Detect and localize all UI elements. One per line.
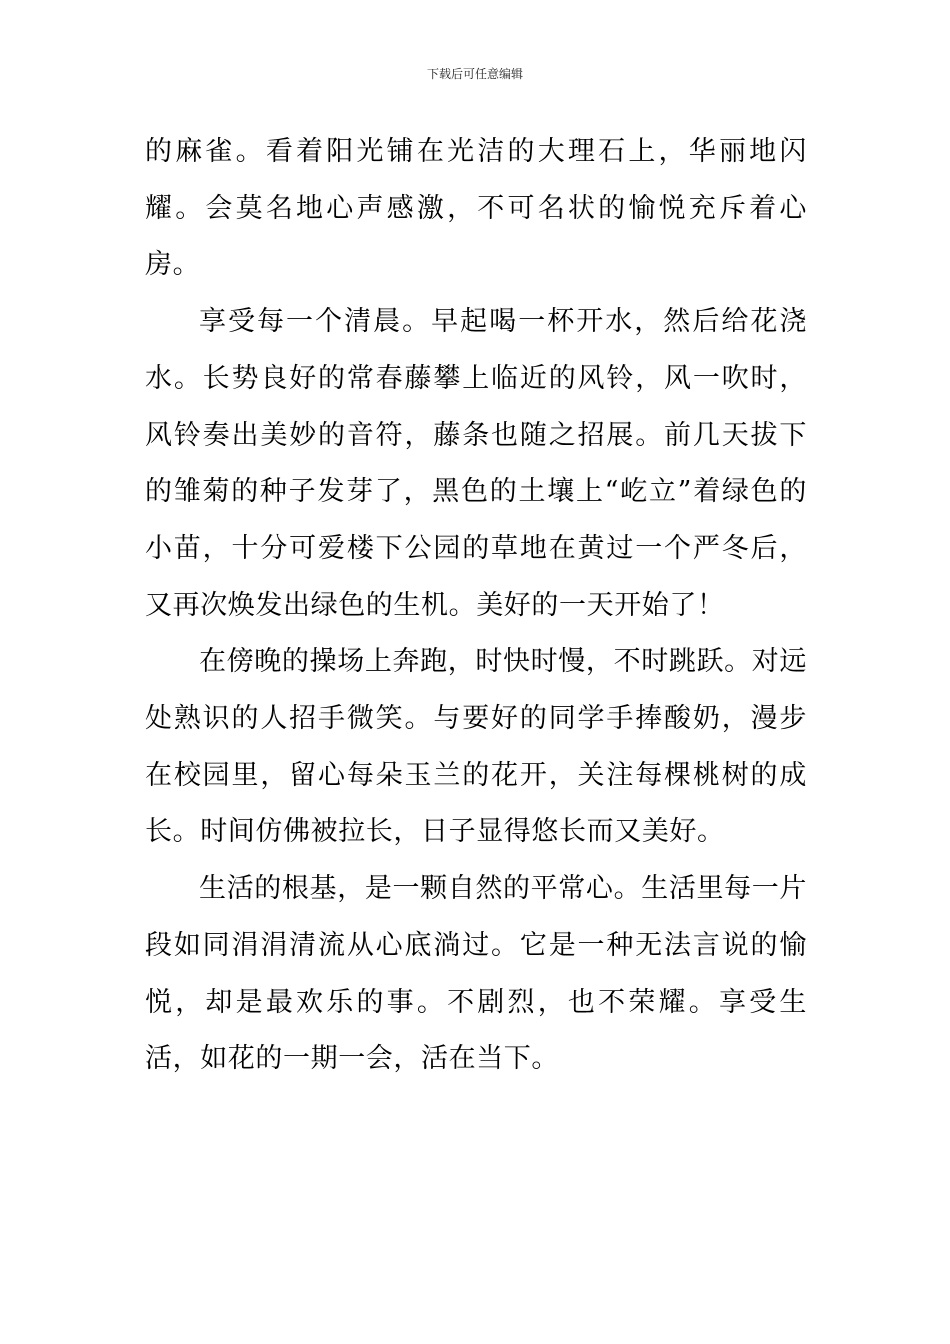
page-header-note: 下载后可任意编辑 — [426, 67, 523, 81]
paragraph-3: 在傍晚的操场上奔跑，时快时慢，不时跳跃。对远处熟识的人招手微笑。与要好的同学手捧酸奶，漫步在校园里，留心每朵玉兰的花开，关注每棵桃树的成长。时间仿佛被拉长，日子显得悠长而又美好。 — [145, 646, 807, 848]
paragraph-2: 享受每一个清晨。早起喝一杯开水，然后给花浇水。长势良好的常春藤攀上临近的风铃，风一吹时，风铃奏出美妙的音符，藤条也随之招展。前几天拔下的雏菊的种子发芽了，黑色的土壤上“屹立”着绿色的小苗，十分可爱楼下公园的草地在黄过一个严冬后，又再次焕发出绿色的生机。美好的一天开始了！ — [145, 306, 807, 621]
document-body — [145, 124, 807, 1088]
paragraph-1: 的麻雀。看着阳光铺在光洁的大理石上，华丽地闪耀。会莫名地心声感激，不可名状的愉悦充斥着心房。 — [145, 136, 807, 281]
paragraph-4: 生活的根基，是一颗自然的平常心。生活里每一片段如同涓涓清流从心底淌过。它是一种无法言说的愉悦，却是最欢乐的事。不剧烈，也不荣耀。享受生活，如花的一期一会，活在当下。 — [145, 873, 807, 1075]
